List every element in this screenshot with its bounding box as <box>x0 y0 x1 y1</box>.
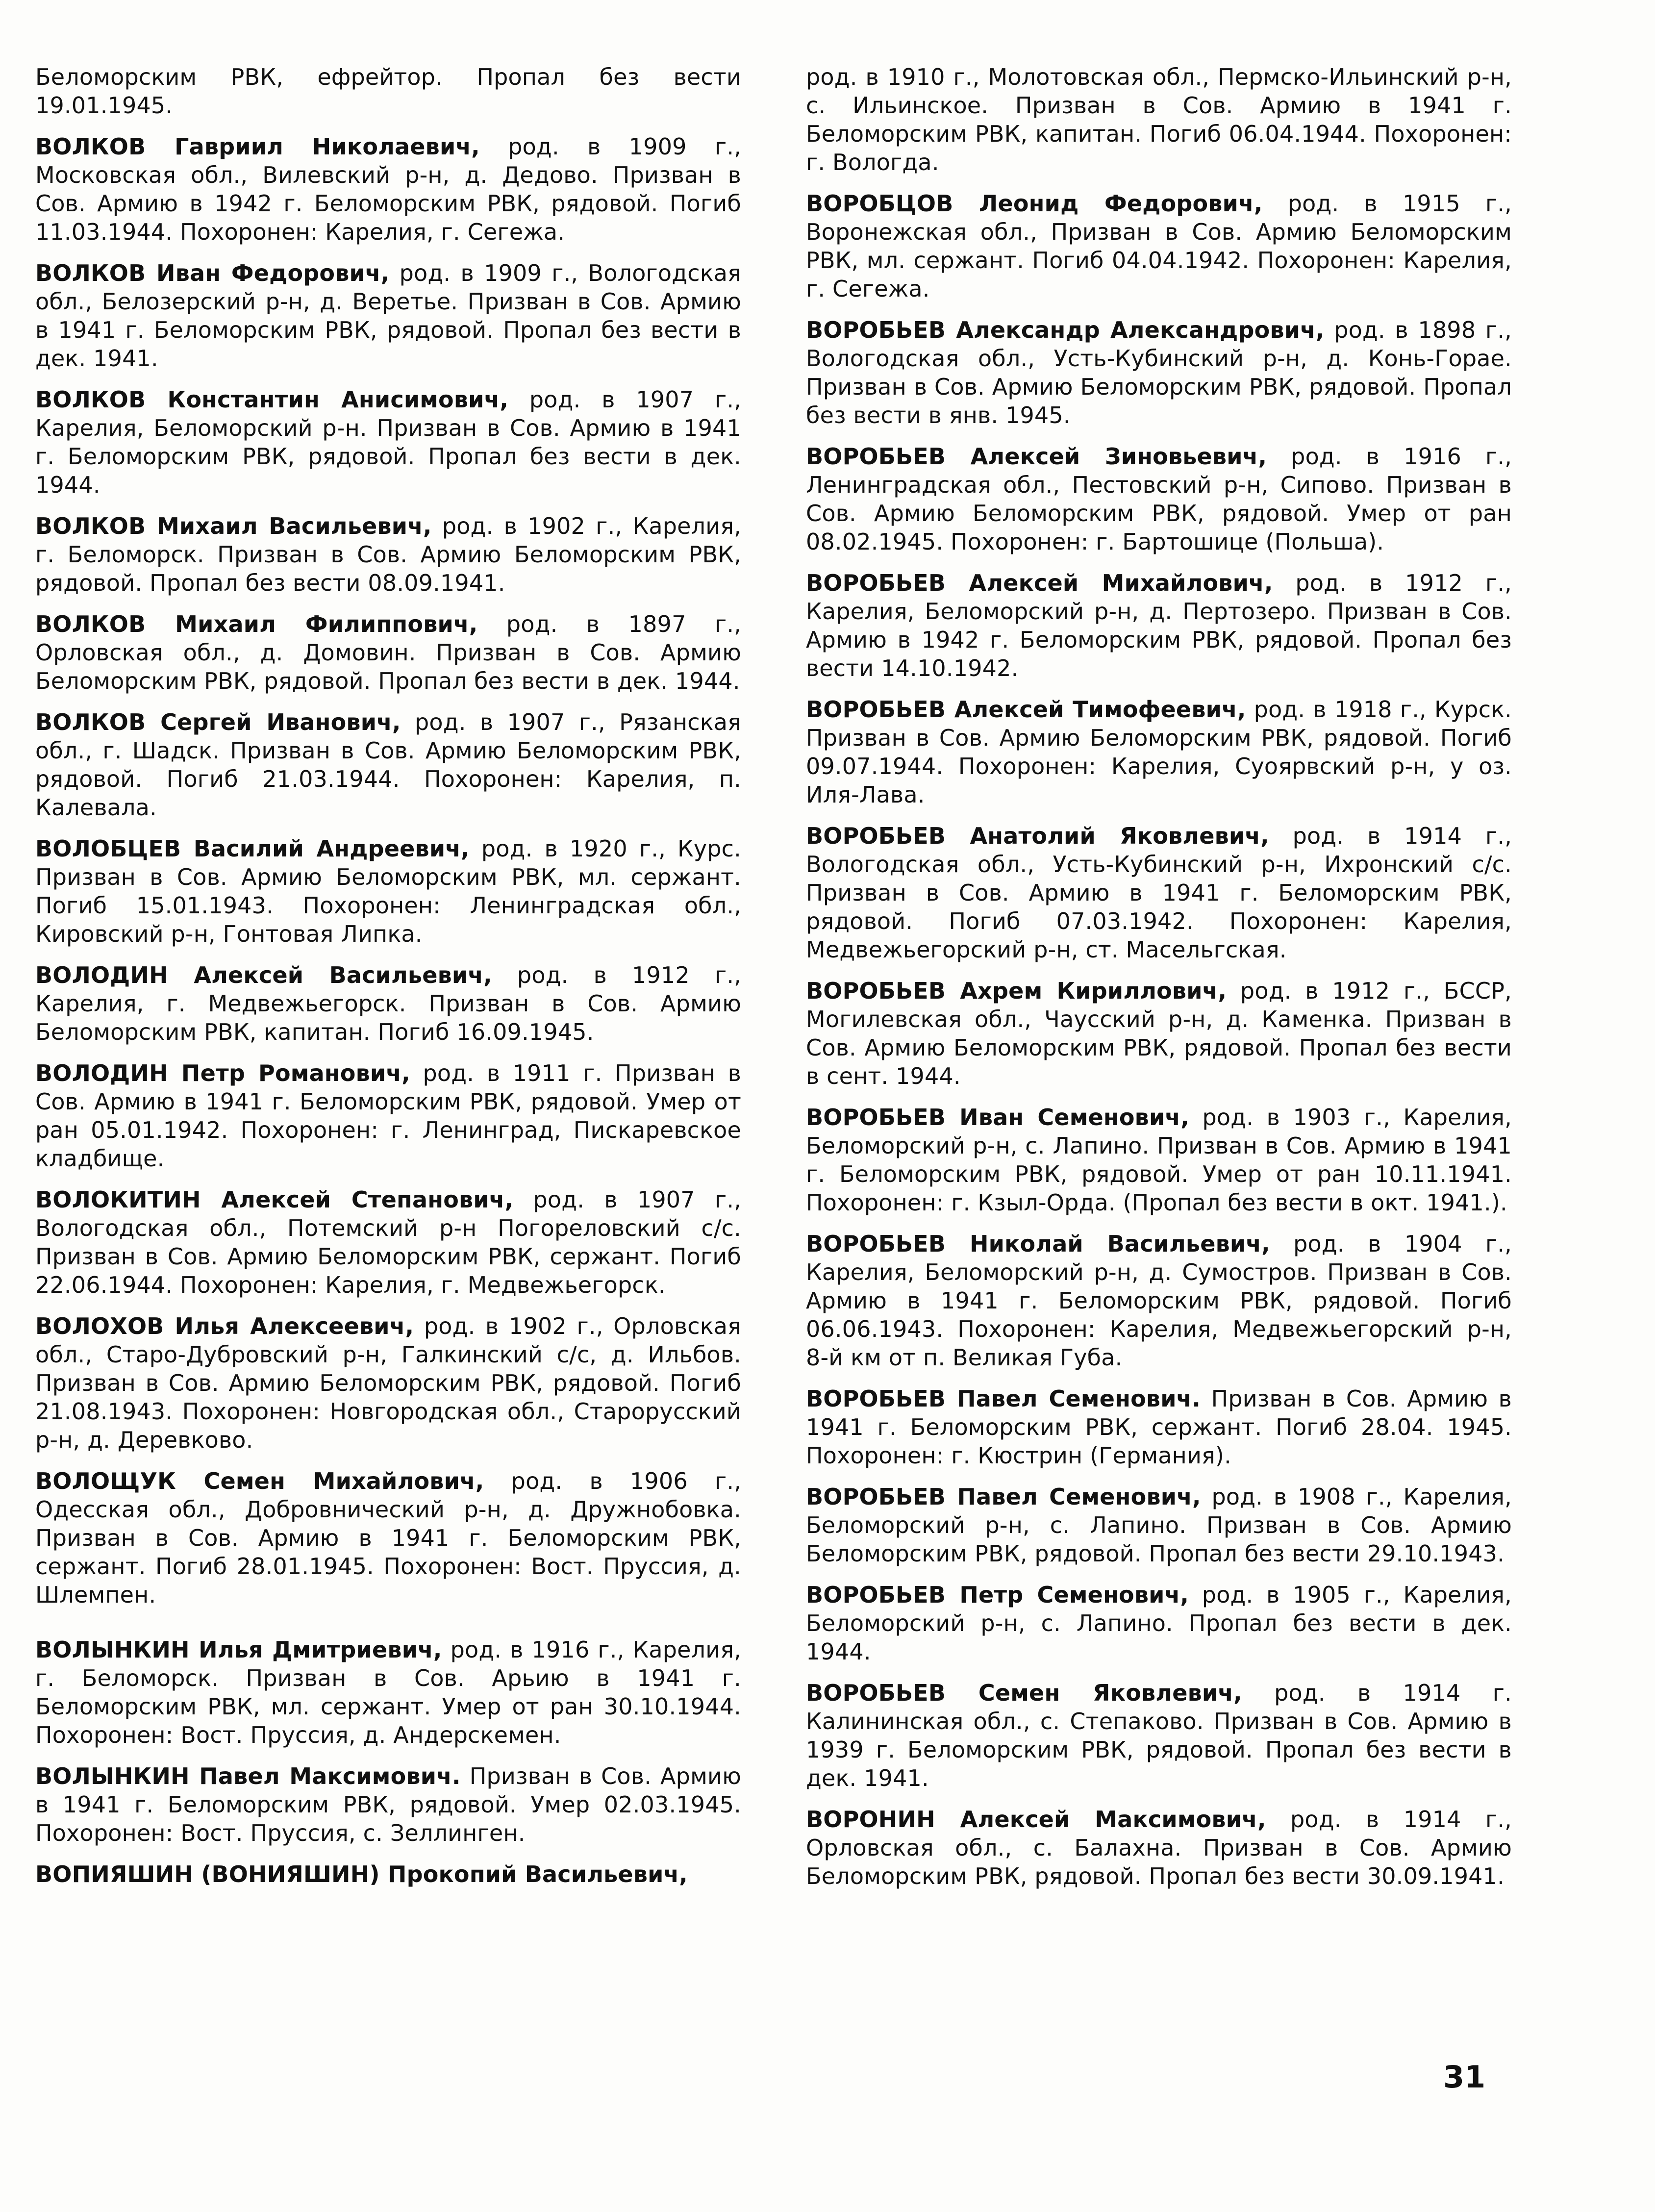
entry-name: ВОЛОХОВ Илья Алексеевич, <box>35 1313 414 1339</box>
entry-text: род. в 1916 г., Карелия, г. Беломорск. Призван в Сов. Арьию в 1941 г. Беломорским РВК, мл. сержант. Умер от ран 30.10.1944. Похоронен: Вост. Пруссия, д. Андерскемен. <box>35 1636 742 1748</box>
entry-text: род. в 1918 г., Курск. Призван в Сов. Армию Беломорским РВК, рядовой. Погиб 09.07.1944. Похоронен: Карелия, Суоярвский р-н, у оз. Иля-Лава. <box>806 696 1512 808</box>
entry <box>806 1103 1512 1217</box>
entry <box>35 1059 741 1173</box>
entry <box>35 132 741 246</box>
entry <box>806 1230 1512 1372</box>
entry-text: род. в 1897 г., Орловская обл., д. Домовин. Призван в Сов. Армию Беломорским РВК, рядовой. Пропал без вести в дек. 1944. <box>35 611 741 694</box>
page-number: 31 <box>1443 2059 1486 2095</box>
entry-text: Призван в Сов. Армию в 1941 г. Беломорским РВК, сержант. Погиб 28.04. 1945. Похоронен: г. Кюстрин (Германия). <box>806 1385 1512 1469</box>
entry-name: ВОЛЫНКИН Илья Дмитриевич, <box>35 1636 442 1663</box>
entry-continuation <box>806 63 1512 176</box>
entry-name: ВОРОБЬЕВ Ахрем Кириллович, <box>806 978 1227 1004</box>
entry <box>806 977 1512 1090</box>
entry-continuation <box>35 63 741 120</box>
entry-text: род. в 1903 г., Карелия, Беломорский р-н, с. Лапино. Призван в Сов. Армию в 1941 г. Беломорским РВК, рядовой. Умер от ран 10.11.1941. Похоронен: г. Кзыл-Орда. (Пропал без вести в окт. 1941.). <box>806 1104 1512 1216</box>
entry-name: ВОЛКОВ Иван Федорович, <box>35 260 390 286</box>
right-column <box>806 63 1512 1903</box>
entry <box>806 569 1512 682</box>
entry <box>35 1635 741 1749</box>
entry-name: ВОЛКОВ Константин Анисимович, <box>35 386 509 413</box>
entry <box>35 610 741 695</box>
entry <box>806 1805 1512 1890</box>
entry-text: род. в 1904 г., Карелия, Беломорский р-н, д. Сумостров. Призван в Сов. Армию в 1941 г. Беломорским РВК, рядовой. Погиб 06.06.1943. Похоронен: Карелия, Медвежьегорский р-н, 8-й км от п. Великая Губа. <box>806 1231 1512 1371</box>
entry-text: Призван в Сов. Армию в 1941 г. Беломорским РВК, рядовой. Умер 02.03.1945. Похоронен: Вост. Пруссия, с. Зеллинген. <box>35 1763 741 1846</box>
entry-name: ВОРОБЬЕВ Алексей Зиновьевич, <box>806 443 1267 470</box>
entry-name: ВОЛКОВ Михаил Васильевич, <box>35 513 432 539</box>
entry-name: ВОЛОДИН Петр Романович, <box>35 1060 410 1086</box>
entry-name: ВОЛОДИН Алексей Васильевич, <box>35 962 492 988</box>
entry-name: ВОЛОБЦЕВ Василий Андреевич, <box>35 835 470 862</box>
entry-name: ВОРОБЬЕВ Павел Семенович, <box>806 1483 1201 1510</box>
entry-name: ВОЛОКИТИН Алексей Степанович, <box>35 1186 514 1213</box>
entry-text: род. в 1916 г., Ленинградская обл., Пестовский р-н, Сипово. Призван в Сов. Армию Беломорским РВК, рядовой. Умер от ран 08.02.1945. Похоронен: г. Бартошице (Польша). <box>806 443 1512 555</box>
entry <box>35 512 741 597</box>
entry-text: род. в 1902 г., Карелия, г. Беломорск. Призван в Сов. Армию Беломорским РВК, рядовой. Пропал без вести 08.09.1941. <box>35 513 741 596</box>
entry-name: ВОЛКОВ Михаил Филиппович, <box>35 611 478 637</box>
entry-text: род. в 1902 г., Орловская обл., Старо-Дубровский р-н, Галкинский с/с, д. Ильбов. Призван в Сов. Армию Беломорским РВК, рядовой. Погиб 21.08.1943. Похоронен: Новгородская обл., Старорусский р-н, д. Деревково. <box>35 1313 741 1453</box>
entry <box>35 1762 741 1847</box>
entry-name: ВОРОБЬЕВ Иван Семенович, <box>806 1104 1189 1131</box>
entry-text: Беломорским РВК, ефрейтор. Пропал без вести 19.01.1945. <box>35 64 741 119</box>
entry-text: род. в 1898 г., Вологодская обл., Усть-Кубинский р-н, д. Конь-Горае. Призван в Сов. Армию Беломорским РВК, рядовой. Пропал без вести в янв. 1945. <box>806 317 1512 428</box>
entry <box>806 316 1512 429</box>
entry-name: ВОРОБЦОВ Леонид Федорович, <box>806 190 1263 217</box>
entry-text: род. в 1920 г., Курс. Призван в Сов. Армию Беломорским РВК, мл. сержант. Погиб 15.01.1943. Похоронен: Ленинградская обл., Кировский р-н, Гонтовая Липка. <box>35 835 741 947</box>
entry <box>35 385 741 499</box>
entry <box>806 442 1512 556</box>
entry-text: род. в 1907 г., Рязанская обл., г. Шадск. Призван в Сов. Армию Беломорским РВК, рядовой. Погиб 21.03.1944. Похоронен: Карелия, п. Калевала. <box>35 709 741 821</box>
entry-text: род. в 1912 г., Карелия, Беломорский р-н, д. Пертозеро. Призван в Сов. Армию в 1942 г. Беломорским РВК, рядовой. Пропал без вести 14.10.1942. <box>806 570 1512 681</box>
entry-text: род. в 1907 г., Вологодская обл., Потемский р-н Погореловский с/с. Призван в Сов. Армию Беломорским РВК, сержант. Погиб 22.06.1944. Похоронен: Карелия, г. Медвежьегорск. <box>35 1186 741 1298</box>
entry-text: род. в 1914 г., Вологодская обл., Усть-Кубинский р-н, Ихронский с/с. Призван в Сов. Армию в 1941 г. Беломорским РВК, рядовой. Погиб 07.03.1942. Похоронен: Карелия, Медвежьегорский р-н, ст. Масельгская. <box>806 823 1512 963</box>
entry <box>35 259 741 373</box>
entry-name: ВОРОБЬЕВ Алексей Тимофеевич, <box>806 696 1246 723</box>
entry-name: ВОРОНИН Алексей Максимович, <box>806 1806 1266 1833</box>
left-column <box>35 63 741 1901</box>
entry <box>35 708 741 822</box>
entry <box>806 189 1512 303</box>
entry-text: род. в 1915 г., Воронежская обл., Призван в Сов. Армию Беломорским РВК, мл. сержант. Погиб 04.04.1942. Похоронен: Карелия, г. Сегежа. <box>806 190 1512 302</box>
entry-text: род. в 1911 г. Призван в Сов. Армию в 1941 г. Беломорским РВК, рядовой. Умер от ран 05.01.1942. Похоронен: г. Ленинград, Пискаревское кладбище. <box>35 1060 741 1172</box>
entry-text: род. в 1912 г., Карелия, г. Медвежьегорск. Призван в Сов. Армию Беломорским РВК, капитан. Погиб 16.09.1945. <box>35 962 741 1045</box>
entry-name: ВОРОБЬЕВ Семен Яковлевич, <box>806 1680 1242 1706</box>
entry-text: род. в 1910 г., Молотовская обл., Пермско-Ильинский р-н, с. Ильинское. Призван в Сов. Армию в 1941 г. Беломорским РВК, капитан. Погиб 06.04.1944. Похоронен: г. Вологда. <box>806 64 1512 176</box>
entry <box>35 834 741 948</box>
entry-text: род. в 1907 г., Карелия, Беломорский р-н. Призван в Сов. Армию в 1941 г. Беломорским РВК, рядовой. Пропал без вести в дек. 1944. <box>35 386 741 498</box>
entry <box>806 695 1512 809</box>
entry <box>806 1679 1512 1792</box>
entry-name: ВОРОБЬЕВ Анатолий Яковлевич, <box>806 823 1269 849</box>
entry-text: род. в 1906 г., Одесская обл., Добровничеcкий р-н, д. Дружнобовка. Призван в Сов. Армию в 1941 г. Беломорским РВК, сержант. Погиб 28.01.1945. Похоронен: Вост. Пруссия, д. Шлемпен. <box>35 1468 742 1608</box>
entry-name: ВОРОБЬЕВ Николай Васильевич, <box>806 1231 1270 1257</box>
entry-text: род. в 1909 г., Вологодская обл., Белозерский р-н, д. Веретье. Призван в Сов. Армию в 1941 г. Беломорским РВК, рядовой. Пропал без вести в дек. 1941. <box>35 260 741 372</box>
entry-name: ВОПИЯШИН (ВОНИЯШИН) Прокопий Васильевич, <box>35 1861 688 1887</box>
entry-name: ВОРОБЬЕВ Петр Семенович, <box>806 1582 1189 1608</box>
entry-text: род. в 1909 г., Московская обл., Вилевский р-н, д. Дедово. Призван в Сов. Армию в 1942 г. Беломорским РВК, рядовой. Погиб 11.03.1944. Похоронен: Карелия, г. Сегежа. <box>35 133 741 245</box>
entry <box>35 1467 741 1609</box>
entry <box>806 822 1512 964</box>
entry-name: ВОРОБЬЕВ Александр Александрович, <box>806 317 1325 343</box>
entry <box>35 961 741 1046</box>
entry <box>35 1860 741 1888</box>
entry-name: ВОРОБЬЕВ Алексей Михайлович, <box>806 570 1273 596</box>
entry-text: род. в 1908 г., Карелия, Беломорский р-н, с. Лапино. Призван в Сов. Армию Беломорским РВК, рядовой. Пропал без вести 29.10.1943. <box>806 1483 1512 1567</box>
entry-text: род. в 1905 г., Карелия, Беломорский р-н, с. Лапино. Пропал без вести в дек. 1944. <box>806 1582 1512 1665</box>
entry-name: ВОЛКОВ Сергей Иванович, <box>35 709 401 735</box>
entry <box>806 1581 1512 1666</box>
entry <box>35 1185 741 1299</box>
entry <box>806 1483 1512 1568</box>
entry <box>806 1384 1512 1470</box>
entry-name: ВОЛКОВ Гавриил Николаевич, <box>35 133 480 160</box>
entry-text: род. в 1914 г. Калининская обл., с. Степаково. Призван в Сов. Армию в 1939 г. Беломорским РВК, рядовой. Пропал без вести в дек. 1941. <box>806 1680 1512 1791</box>
entry-name: ВОРОБЬЕВ Павел Семенович. <box>806 1385 1201 1412</box>
entry-name: ВОЛОЩУК Семен Михайлович, <box>35 1468 484 1494</box>
entry-text: род. в 1912 г., БССР, Могилевская обл., Чаусский р-н, д. Каменка. Призван в Сов. Армию Беломорским РВК, рядовой. Пропал без вести в сент. 1944. <box>806 978 1512 1089</box>
entry-name: ВОЛЫНКИН Павел Максимович. <box>35 1763 461 1789</box>
entry-text: род. в 1914 г., Орловская обл., с. Балахна. Призван в Сов. Армию Беломорским РВК, рядовой. Пропал без вести 30.09.1941. <box>806 1806 1512 1889</box>
entry <box>35 1312 741 1454</box>
